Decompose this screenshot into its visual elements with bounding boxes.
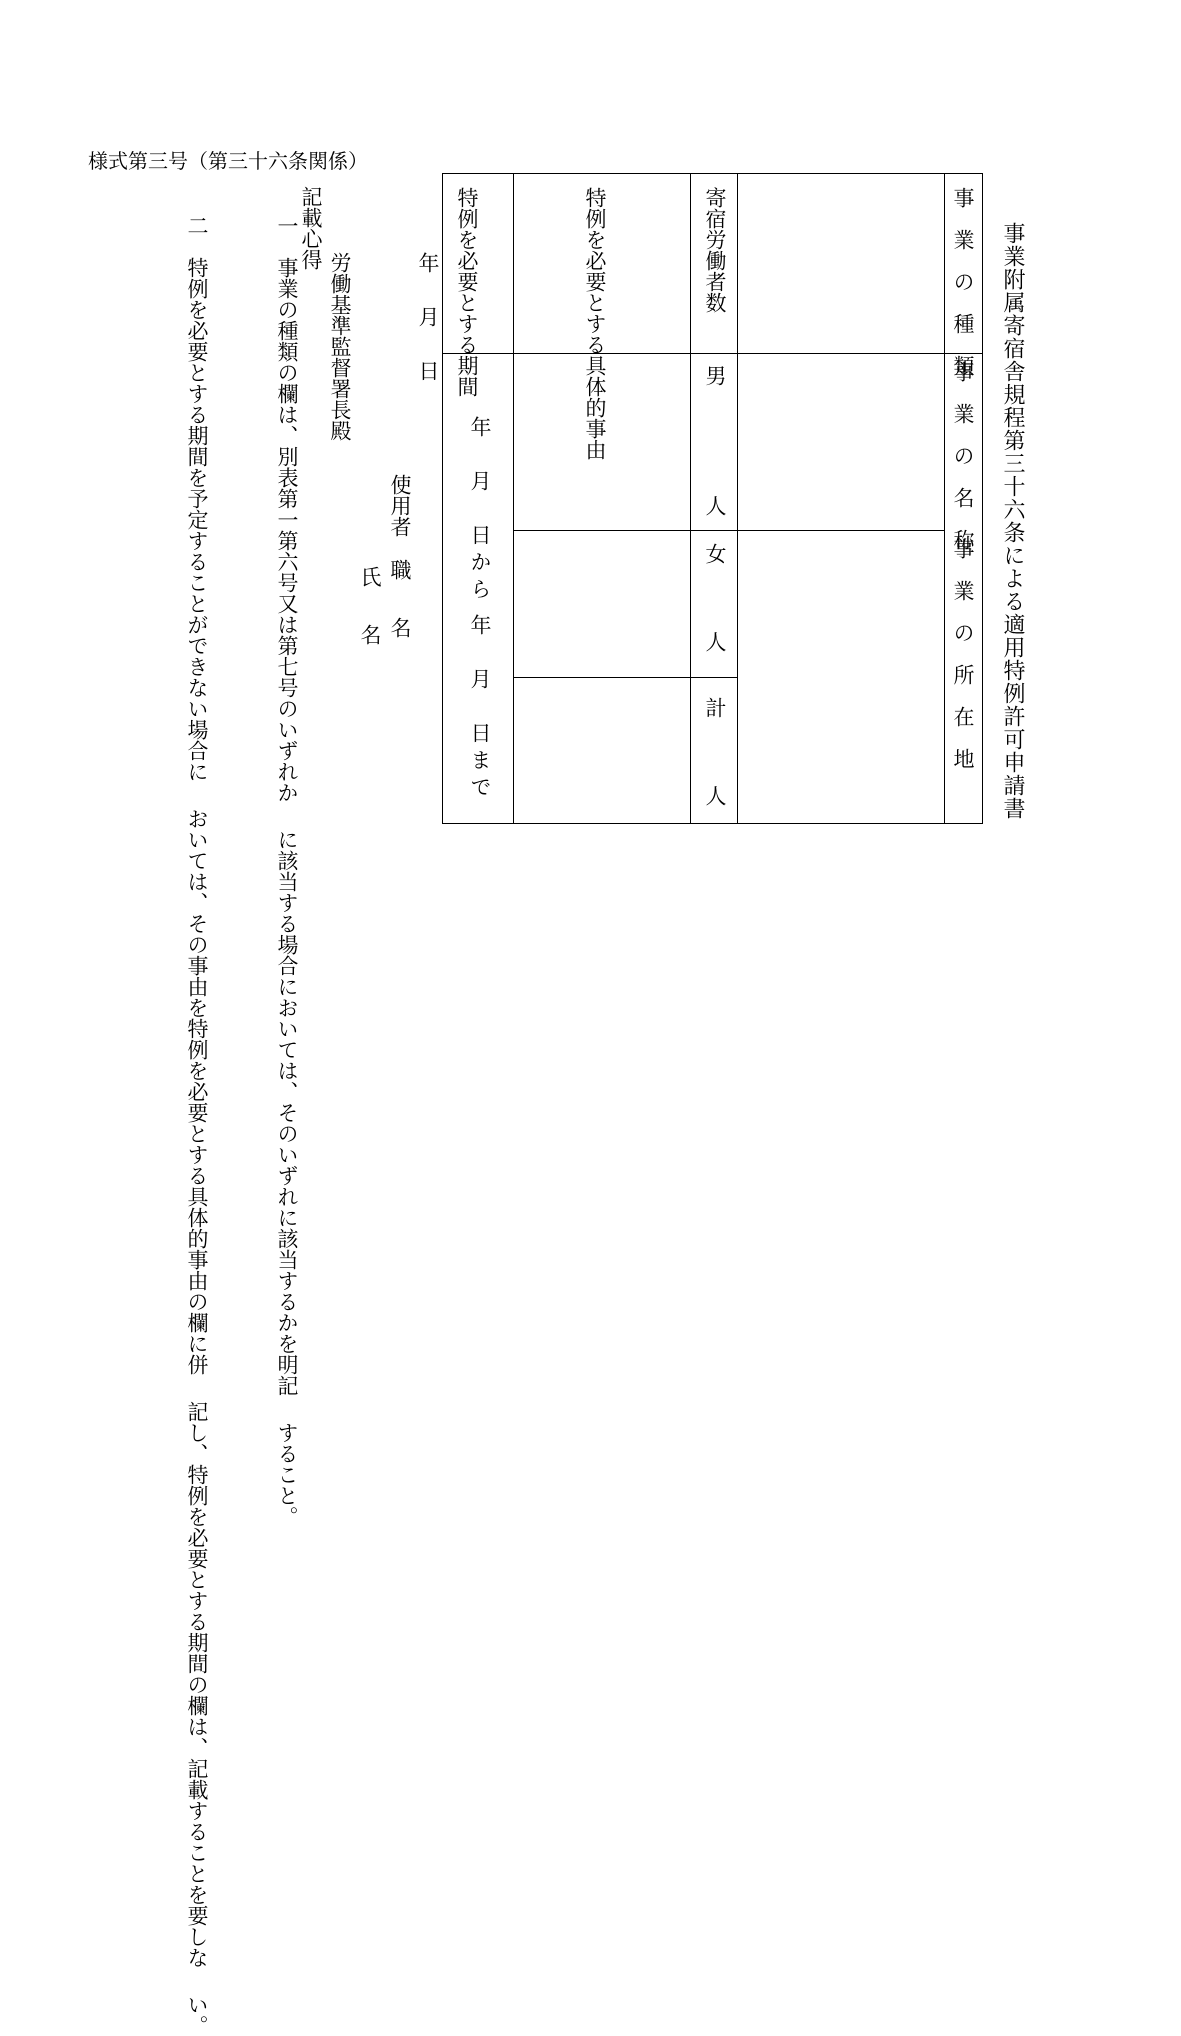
female-label: 女 bbox=[703, 543, 727, 564]
addressee: 労働基準監督署長殿 bbox=[328, 252, 352, 441]
reason-label: 特例を必要とする具体的事由 bbox=[583, 187, 607, 460]
business-location-value[interactable] bbox=[738, 530, 943, 823]
period-label: 特例を必要とする期間 bbox=[455, 187, 479, 397]
male-unit: 人 bbox=[703, 495, 727, 516]
note-item-2: 二 特例を必要とする期間を予定することができない場合においては、その事由を特例を必要とする具体的事由の欄に併記し、特例を必要とする期間の欄は、記載することを要しない。 bbox=[185, 215, 209, 2036]
period-from: 年 月 日から bbox=[468, 416, 492, 605]
name-label: 氏 名 bbox=[358, 566, 382, 653]
period-to: 年 月 日まで bbox=[468, 614, 492, 803]
business-location-label: 事 業 の 所 在 地 bbox=[951, 538, 975, 769]
form-title: 事業附属寄宿舎規程第三十六条による適用特例許可申請書 bbox=[1000, 222, 1025, 820]
business-type-label: 事 業 の 種 類 bbox=[951, 187, 975, 376]
male-label: 男 bbox=[703, 365, 727, 386]
application-date: 年 月 日 bbox=[416, 252, 440, 387]
total-unit: 人 bbox=[703, 785, 727, 806]
business-name-value[interactable] bbox=[738, 353, 943, 529]
female-unit: 人 bbox=[703, 631, 727, 652]
notes-heading: 記載心得 bbox=[299, 186, 323, 270]
business-type-value[interactable] bbox=[738, 174, 943, 352]
note-item-1: 一 事業の種類の欄は、別表第一第六号又は第七号のいずれかに該当する場合においては、そのいずれに該当するかを明記すること。 bbox=[275, 215, 299, 1527]
employer-label: 使用者 bbox=[388, 474, 412, 537]
business-name-label: 事 業 の 名 称 bbox=[951, 361, 975, 550]
workers-label: 寄宿労働者数 bbox=[703, 187, 727, 313]
position-label: 職 名 bbox=[388, 559, 412, 646]
total-label: 計 bbox=[703, 697, 727, 718]
form-number: 様式第三号（第三十六条関係） bbox=[88, 149, 368, 173]
